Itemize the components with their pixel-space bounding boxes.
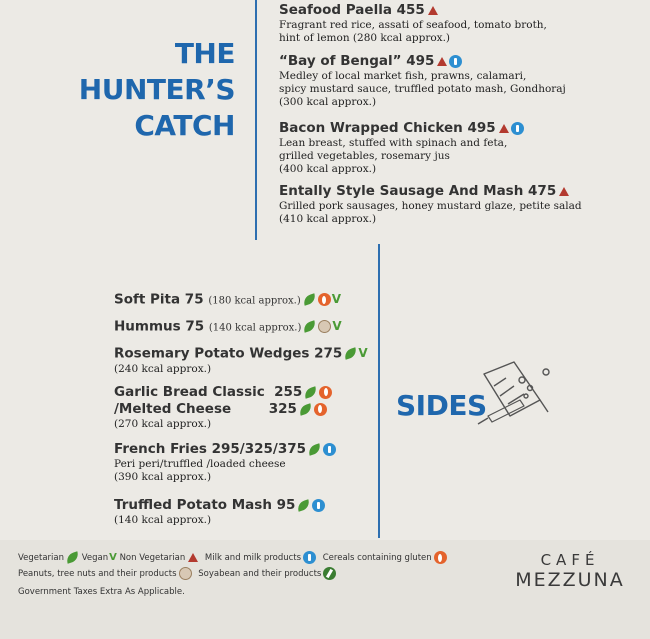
vegetarian-icon	[302, 293, 317, 306]
menu-item	[114, 384, 332, 431]
divider-line	[378, 244, 380, 538]
nuts-icon	[318, 320, 331, 333]
dish-description: grilled vegetables, rosemary jus	[279, 150, 450, 162]
non-vegetarian-icon	[428, 6, 438, 15]
dish-name: Bacon Wrapped Chicken 495	[279, 120, 496, 136]
menu-item	[114, 497, 325, 527]
legend-row	[18, 551, 447, 564]
dish-description: hint of lemon (280 kcal approx.)	[279, 32, 451, 44]
nuts-icon	[179, 567, 192, 580]
dish-description: Fragrant red rice, assati of seafood, tomato broth,	[279, 19, 547, 31]
legend-label: Soyabean and their products	[198, 569, 322, 579]
legend-label: Non Vegetarian	[119, 553, 186, 563]
dish-description: spicy mustard sauce, truffled potato mash, Gondhoraj	[279, 83, 566, 95]
gluten-icon	[318, 293, 331, 306]
soybean-icon	[323, 567, 336, 580]
dish-name: French Fries 295/325/375	[114, 441, 307, 457]
non-vegetarian-icon	[559, 187, 569, 196]
dish-description: (410 kcal approx.)	[279, 213, 377, 225]
gluten-icon	[434, 551, 447, 564]
dish-description: (140 kcal approx.)	[114, 514, 212, 526]
dish-description: Peri peri/truffled /loaded cheese	[114, 458, 286, 470]
title-line: CATCH	[134, 109, 235, 142]
vegan-icon: V	[331, 292, 342, 306]
vegetarian-icon	[343, 347, 358, 360]
section-title-hunters-catch	[60, 36, 235, 144]
milk-icon	[303, 551, 316, 564]
dish-name: Garlic Bread Classic 255	[114, 384, 303, 400]
milk-icon	[323, 443, 336, 456]
non-vegetarian-icon	[437, 57, 447, 66]
milk-icon	[511, 122, 524, 135]
menu-item	[279, 183, 582, 226]
dish-name: Rosemary Potato Wedges 275	[114, 345, 343, 362]
tax-note: Government Taxes Extra As Applicable.	[18, 587, 185, 597]
menu-item	[114, 318, 342, 337]
cutting-board-icon	[474, 356, 552, 428]
dish-description: Grilled pork sausages, honey mustard glaze, petite salad	[279, 200, 582, 212]
non-vegetarian-icon	[188, 553, 198, 562]
dish-name: Truffled Potato Mash 95	[114, 497, 296, 513]
vegan-icon: V	[109, 552, 117, 563]
title-line: THE	[174, 37, 235, 70]
milk-icon	[312, 499, 325, 512]
menu-item	[279, 2, 547, 45]
dish-description: (240 kcal approx.)	[114, 362, 212, 375]
dish-description: (300 kcal approx.)	[279, 96, 377, 108]
legend-label: Vegetarian	[18, 553, 65, 563]
milk-icon	[449, 55, 462, 68]
legend-label: Peanuts, tree nuts and their products	[18, 569, 177, 579]
dish-description: (270 kcal approx.)	[114, 418, 212, 430]
dish-description: Medley of local market fish, prawns, calamari,	[279, 70, 527, 82]
vegetarian-icon	[303, 386, 318, 399]
gluten-icon	[314, 403, 327, 416]
menu-item	[114, 291, 341, 310]
dish-name-variant: /Melted Cheese 325	[114, 401, 297, 417]
dish-description: Lean breast, stuffed with spinach and feta,	[279, 137, 508, 149]
dish-name: “Bay of Bengal” 495	[279, 53, 435, 69]
dish-name: Seafood Paella 455	[279, 2, 425, 18]
menu-item	[279, 120, 524, 176]
vegan-icon: V	[358, 346, 368, 360]
vegetarian-icon	[298, 403, 313, 416]
legend-label: Milk and milk products	[204, 553, 302, 563]
title-line: HUNTER’S	[78, 73, 235, 106]
section-title-sides: SIDES	[396, 389, 487, 422]
vegetarian-icon	[302, 320, 317, 333]
gluten-icon	[319, 386, 332, 399]
vegetarian-icon	[65, 551, 80, 564]
kcal-note: (140 kcal approx.)	[208, 322, 302, 334]
legend-row	[18, 567, 336, 580]
vegetarian-icon	[296, 499, 311, 512]
legend-label: Cereals containing gluten	[322, 553, 432, 563]
dish-name: Hummus 75	[114, 318, 205, 335]
divider-line	[255, 0, 257, 240]
dish-name: Entally Style Sausage And Mash 475	[279, 183, 557, 199]
non-vegetarian-icon	[499, 124, 509, 133]
dish-description: (400 kcal approx.)	[279, 163, 377, 175]
brand-line: MEZZUNA	[515, 569, 625, 591]
menu-item	[114, 441, 336, 484]
dish-description: (390 kcal approx.)	[114, 471, 212, 483]
vegan-icon: V	[332, 319, 342, 333]
vegetarian-icon	[307, 443, 322, 456]
brand-logo	[495, 551, 645, 591]
brand-line: CAFÉ	[540, 551, 600, 569]
menu-item	[279, 53, 566, 109]
legend-label: Vegan	[81, 553, 109, 563]
menu-item	[114, 345, 368, 376]
dish-name: Soft Pita 75	[114, 291, 204, 308]
kcal-note: (180 kcal approx.)	[208, 295, 301, 307]
